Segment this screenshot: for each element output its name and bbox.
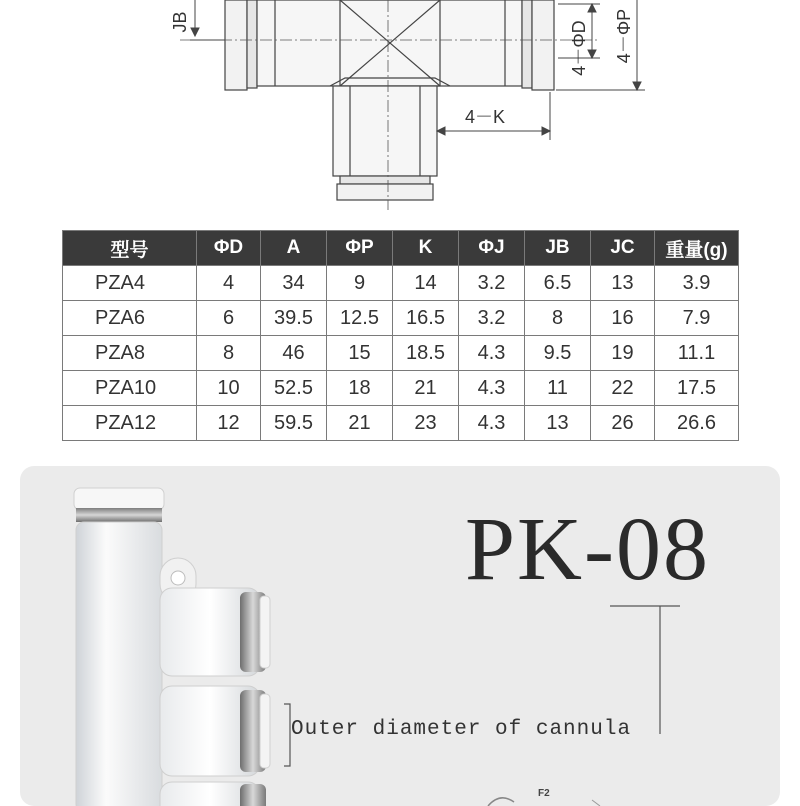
table-row [63,336,739,371]
cell: 46 [261,336,327,371]
cell: 6 [197,301,261,336]
cell: 23 [393,406,459,441]
cell: 3.9 [655,266,739,301]
cell: 3.2 [459,301,525,336]
technical-drawing [0,0,800,215]
table-row [63,406,739,441]
caption-bracket [284,704,290,766]
table-row [63,371,739,406]
cell: 16.5 [393,301,459,336]
cell: 11 [525,371,591,406]
dim-label-phi-d: 4－ΦD [569,20,589,76]
cell: 12.5 [327,301,393,336]
branch-port [160,782,266,806]
bottom-end-cap [337,184,433,200]
cell: 52.5 [261,371,327,406]
f2-marker: F2 [538,788,550,799]
branch-port [160,588,270,676]
cell: 8 [525,301,591,336]
header-weight: 重量(g) [655,231,739,266]
cell: 9.5 [525,336,591,371]
bottom-branch [333,86,437,176]
cell: 26 [591,406,655,441]
header-jb: JB [525,231,591,266]
cell: 3.2 [459,266,525,301]
cell: 4 [197,266,261,301]
right-end-cap [532,0,554,90]
cell: 15 [327,336,393,371]
cell: 34 [261,266,327,301]
cell-model: PZA8 [63,336,197,371]
cell: 11.1 [655,336,739,371]
cell: 21 [393,371,459,406]
dim-label-jb: JB [170,11,190,33]
spec-table [62,230,739,441]
cell: 39.5 [261,301,327,336]
cell: 6.5 [525,266,591,301]
model-code: PK-08 [465,500,711,599]
cell: 13 [525,406,591,441]
outer-diameter-caption: Outer diameter of cannula [291,718,632,741]
cell: 7.9 [655,301,739,336]
cell: 4.3 [459,406,525,441]
header-phi-d: ΦD [197,231,261,266]
cell: 18.5 [393,336,459,371]
cell: 13 [591,266,655,301]
branch-port [160,686,270,776]
header-jc: JC [591,231,655,266]
table-row [63,301,739,336]
cell: 17.5 [655,371,739,406]
dim-label-phi-p: 4－ΦP [614,8,634,64]
cell: 10 [197,371,261,406]
header-a: A [261,231,327,266]
cell-model: PZA12 [63,406,197,441]
left-end-cap [225,0,247,90]
cell: 4.3 [459,336,525,371]
cell: 14 [393,266,459,301]
cell: 4.3 [459,371,525,406]
cell: 21 [327,406,393,441]
cell: 9 [327,266,393,301]
cell-model: PZA10 [63,371,197,406]
header-k: K [393,231,459,266]
cell: 18 [327,371,393,406]
header-phi-j: ΦJ [459,231,525,266]
dim-label-k: 4－K [464,107,506,127]
cell: 26.6 [655,406,739,441]
header-phi-p: ΦP [327,231,393,266]
cell: 22 [591,371,655,406]
table-header-row [63,231,739,266]
top-metal-ring [76,508,162,522]
cell-model: PZA4 [63,266,197,301]
cell: 16 [591,301,655,336]
table-row [63,266,739,301]
manifold-body [76,522,162,806]
cell: 19 [591,336,655,371]
cell: 8 [197,336,261,371]
cell: 59.5 [261,406,327,441]
header-model: 型号 [63,231,197,266]
cell: 12 [197,406,261,441]
cell-model: PZA6 [63,301,197,336]
